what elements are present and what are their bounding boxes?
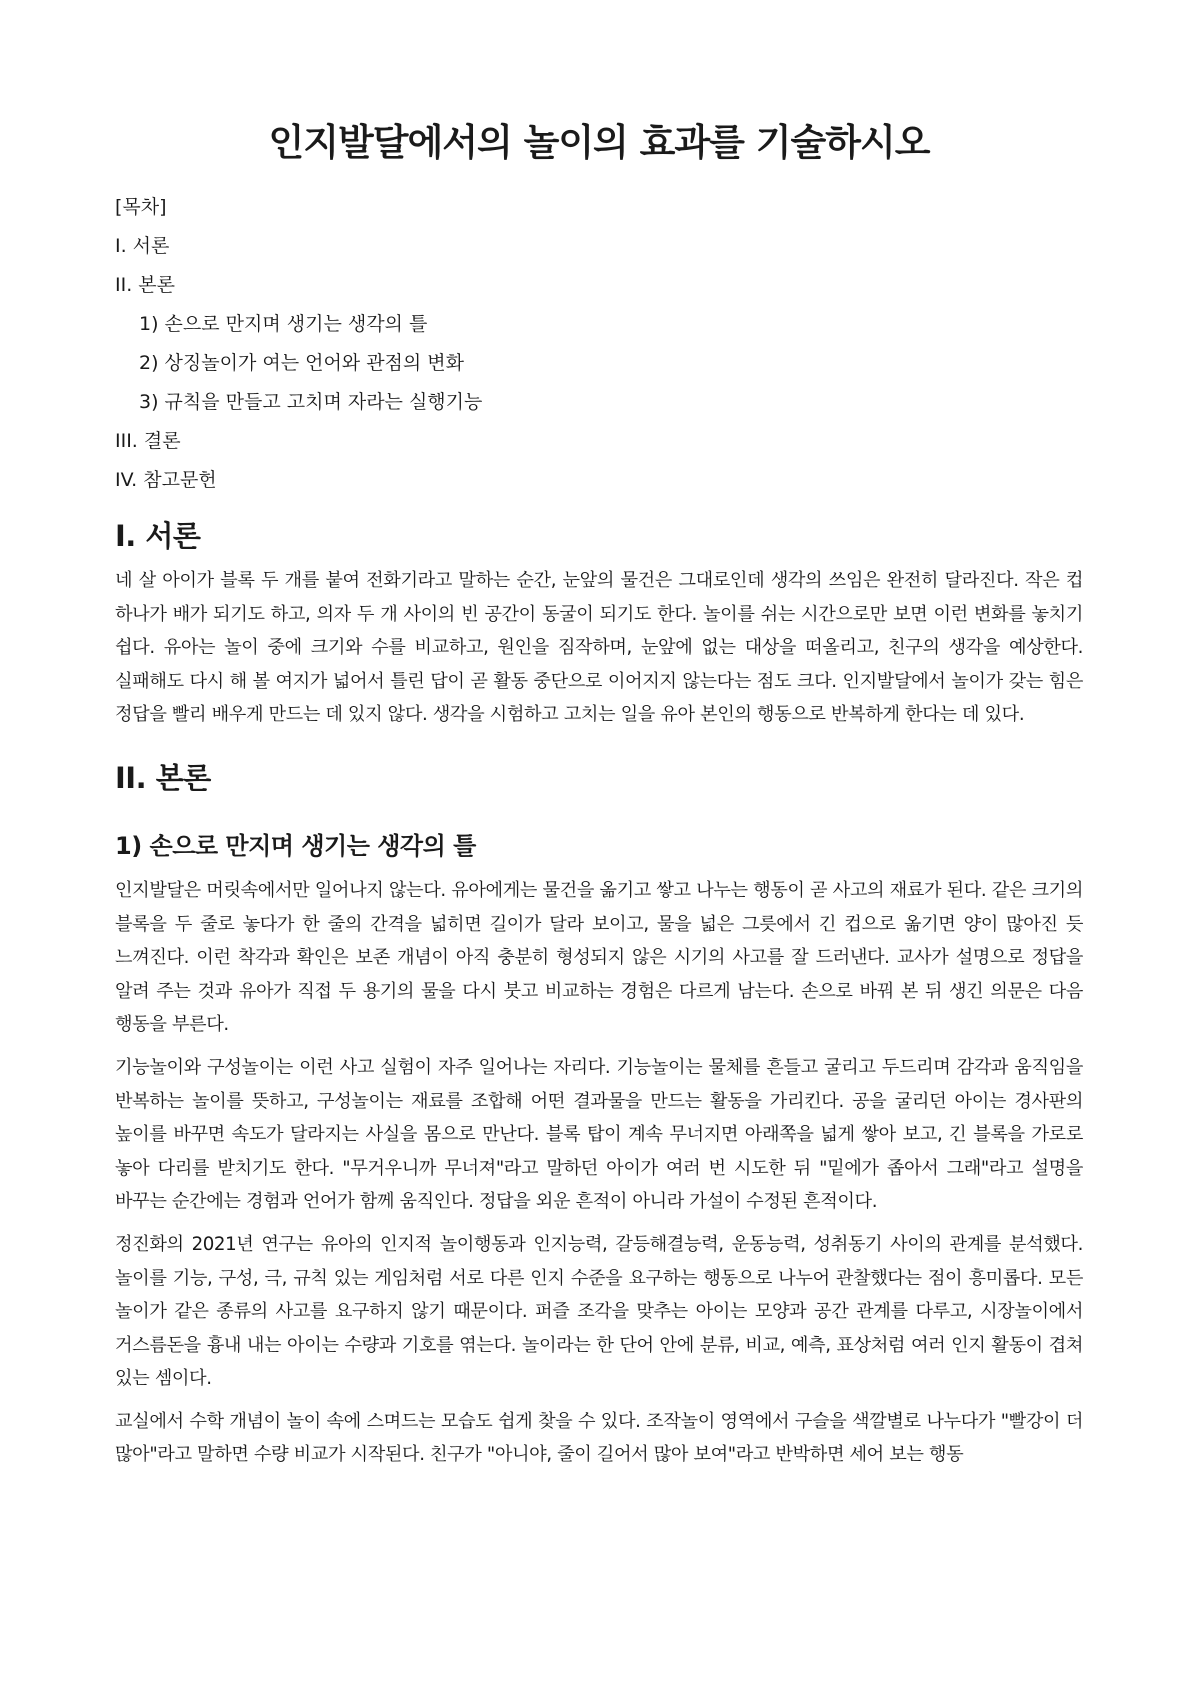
toc-item: I. 서론 [115,235,170,257]
toc-item: III. 결론 [115,430,181,452]
toc-heading: [목차] [115,196,167,218]
toc-item: II. 본론 [115,274,175,296]
body-paragraph: 정진화의 2021년 연구는 유아의 인지적 놀이행동과 인지능력, 갈등해결능력, 운동능력, 성취동기 사이의 관계를 분석했다. 놀이를 기능, 구성, 극, 규칙 있는 게임처럼 서로 다른 인지 수준을 요구하는 행동으로 나누어 관찰했다는 점이 흥미롭다. 모든 놀이가 같은 종류의 사고를 요구하지 않기 때문이다. 퍼즐 조각을 맞추는 아이는 모양과 공간 관계를 다루고, 시장놀이에서 거스름돈을 흉내 내는 아이는 수량과 기호를 엮는다. 놀이라는 한 단어 안에 분류, 비교, 예측, 표상처럼 여러 인지 활동이 겹쳐 있는 셈이다. [115,1233,1083,1390]
toc-subitem: 3) 규칙을 만들고 고치며 자라는 실행기능 [139,391,483,413]
table-of-contents [115,188,1083,500]
introduction-paragraph: 네 살 아이가 블록 두 개를 붙여 전화기라고 말하는 순간, 눈앞의 물건은 그대로인데 생각의 쓰임은 완전히 달라진다. 작은 컵 하나가 배가 되기도 하고, 의자 두 개 사이의 빈 공간이 동굴이 되기도 한다. 놀이를 쉬는 시간으로만 보면 이런 변화를 놓치기 쉽다. 유아는 놀이 중에 크기와 수를 비교하고, 원인을 짐작하며, 눈앞에 없는 대상을 떠올리고, 친구의 생각을 예상한다. 실패해도 다시 해 볼 여지가 넓어서 틀린 답이 곧 활동 중단으로 이어지지 않는다는 점도 크다. 인지발달에서 놀이가 갖는 힘은 정답을 빨리 배우게 만드는 데 있지 않다. 생각을 시험하고 고치는 일을 유아 본인의 행동으로 반복하게 한다는 데 있다. [115,570,1083,726]
document-title: 인지발달에서의 놀이의 효과를 기술하시오 [268,121,930,164]
toc-item: IV. 참고문헌 [115,469,217,491]
body-paragraph: 인지발달은 머릿속에서만 일어나지 않는다. 유아에게는 물건을 옮기고 쌓고 나누는 행동이 곧 사고의 재료가 된다. 같은 크기의 블록을 두 줄로 놓다가 한 줄의 간격을 넓히면 길이가 달라 보이고, 물을 넓은 그릇에서 긴 컵으로 옮기면 양이 많아진 듯 느껴진다. 이런 착각과 확인은 보존 개념이 아직 충분히 형성되지 않은 시기의 사고를 잘 드러낸다. 교사가 설명으로 정답을 알려 주는 것과 유아가 직접 두 용기의 물을 다시 붓고 비교하는 경험은 다르게 남는다. 손으로 바꿔 본 뒤 생긴 의문은 다음 행동을 부른다. [115,879,1083,1036]
toc-subitem: 1) 손으로 만지며 생기는 생각의 틀 [139,313,428,335]
section-heading-body: II. 본론 [115,760,211,795]
subsection-heading: 1) 손으로 만지며 생기는 생각의 틀 [115,831,476,860]
body-paragraph: 기능놀이와 구성놀이는 이런 사고 실험이 자주 일어나는 자리다. 기능놀이는 물체를 흔들고 굴리고 두드리며 감각과 움직임을 반복하는 놀이를 뜻하고, 구성놀이는 재료를 조합해 어떤 결과물을 만드는 활동을 가리킨다. 공을 굴리던 아이는 경사판의 높이를 바꾸면 속도가 달라지는 사실을 몸으로 만난다. 블록 탑이 계속 무너지면 아래쪽을 넓게 쌓아 보고, 긴 블록을 가로로 놓아 다리를 받치기도 한다. "무거우니까 무너져"라고 말하던 아이가 여러 번 시도한 뒤 "밑에가 좁아서 그래"라고 설명을 바꾸는 순간에는 경험과 언어가 함께 움직인다. 정답을 외운 흔적이 아니라 가설이 수정된 흔적이다. [115,1056,1083,1213]
section-heading-introduction: I. 서론 [115,519,201,553]
body-paragraph: 교실에서 수학 개념이 놀이 속에 스며드는 모습도 쉽게 찾을 수 있다. 조작놀이 영역에서 구슬을 색깔별로 나누다가 "빨강이 더 많아"라고 말하면 수량 비교가 시작된다. 친구가 "아니야, 줄이 길어서 많아 보여"라고 반박하면 세어 보는 행동 [115,1410,1083,1466]
toc-subitem: 2) 상징놀이가 여는 언어와 관점의 변화 [139,352,465,374]
